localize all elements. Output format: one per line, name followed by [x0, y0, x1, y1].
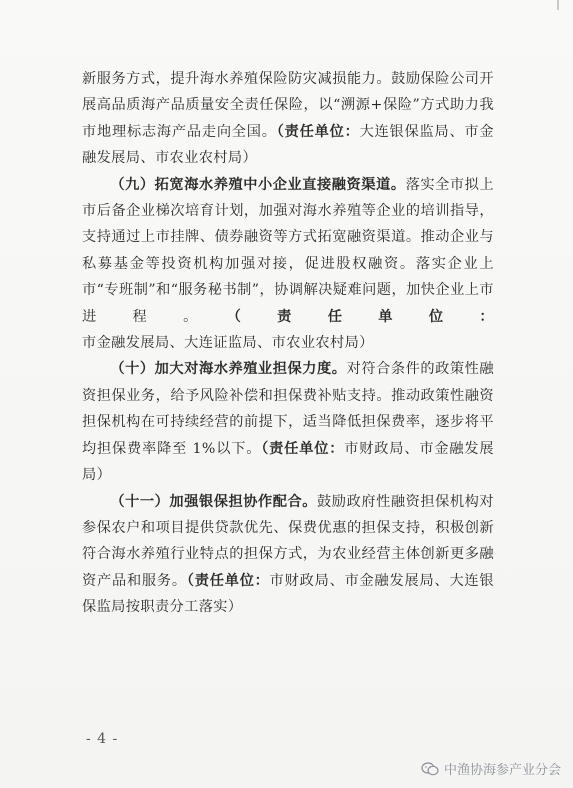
paragraph	[82, 489, 494, 621]
body-text: 新服务方式，提升海水养殖保险防灾减损能力。鼓励保险公司开展高品质海产品质量安全责任保险，以“溯源+保险”方式助力我市地理标志海产品走向全国。	[82, 71, 494, 140]
body-text: 市金融发展局、大连证监局、市农业农村局）	[82, 335, 374, 352]
wechat-icon	[421, 762, 439, 776]
bold-text: （责任单位：	[261, 440, 345, 457]
body-text: 市财政局、市金融发展局）	[82, 440, 494, 484]
body-text: 对符合条件的政策性融资担保业务，给予风险补偿和担保费补贴支持。推动政策性融资担保机构在可持续经营的前提下，适当降低担保费率，逐步将平均担保费率降至 1%以下。	[82, 361, 494, 457]
bold-text: （十）加大对海水养殖业担保力度。	[110, 361, 347, 378]
body-text: 市财政局、市金融发展局、大连银保监局按职责分工落实）	[82, 572, 494, 616]
bold-text: （责任单位：	[233, 308, 494, 325]
page-number: - 4 -	[86, 731, 119, 747]
bold-text: （九）拓宽海水养殖中小企业直接融资渠道。	[110, 176, 406, 193]
bold-text: （责任单位：	[276, 123, 360, 140]
bold-text: （责任单位：	[186, 572, 270, 589]
body-text: 鼓励政府性融资担保机构对参保农户和项目提供贷款优先、保费优惠的担保支持，积极创新符合海水养殖行业特点的担保方式，为农业经营主体创新更多融资产品和服务。	[82, 493, 494, 589]
paragraph	[82, 66, 494, 172]
watermark	[421, 759, 561, 778]
corner-tick-icon	[551, 0, 565, 14]
bold-text: （十一）加强银保担协作配合。	[110, 493, 318, 510]
watermark-text: 中渔协海参产业分会	[443, 763, 561, 778]
body-text: 大连银保监局、市金融发展局、市农业农村局）	[82, 123, 494, 167]
document-body	[82, 66, 494, 621]
paragraph	[82, 356, 494, 488]
paragraph	[82, 172, 494, 357]
body-text: 落实全市拟上市后备企业梯次培育计划，加强对海水养殖等企业的培训指导，支持通过上市挂牌、债券融资等方式拓宽融资渠道。推动企业与私募基金等投资机构加强对接，促进股权融资。落实企业上市“专班制”和“服务秘书制”，协调解决疑难问题，加快企业上市进程。	[82, 176, 494, 325]
